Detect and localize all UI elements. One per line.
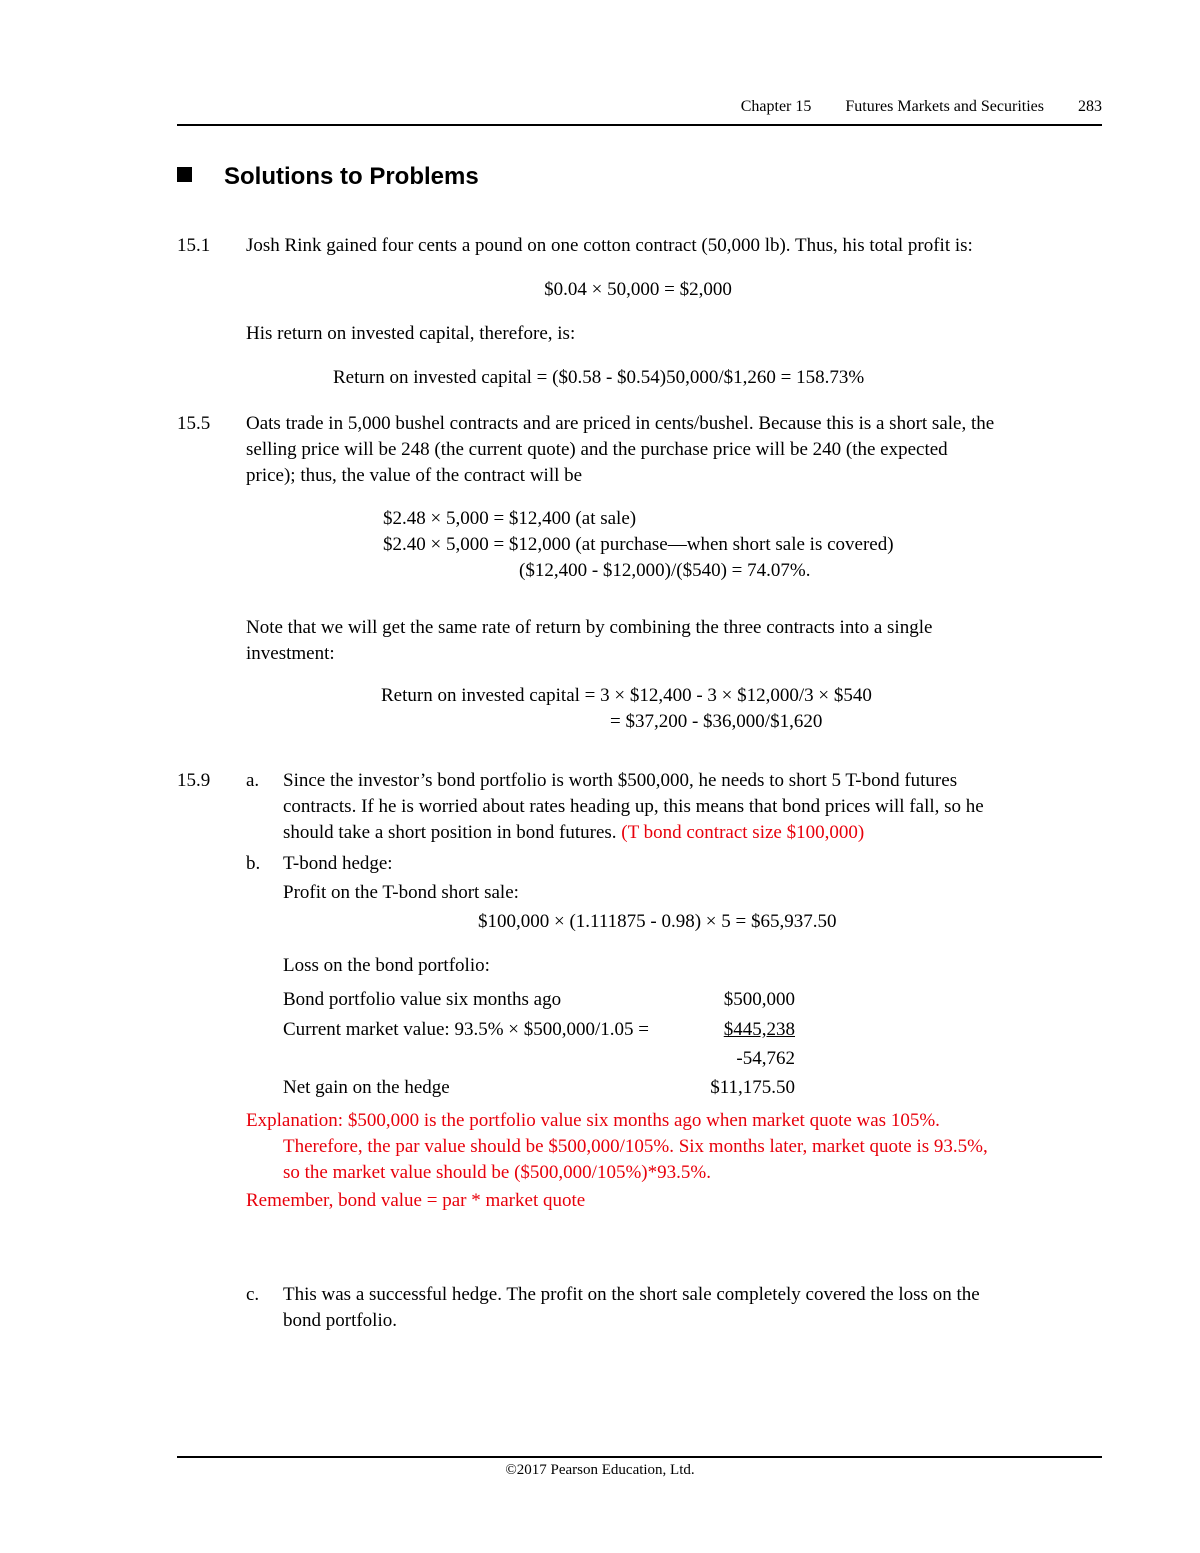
problem-15-5-line-1: Oats trade in 5,000 bushel contracts and are priced in cents/bushel. Because this is a short sale, the (246, 413, 995, 434)
part-a-line-2: contracts. If he is worried about rates heading up, this means that bond prices will fall, so he (283, 796, 984, 817)
row-4-value: $11,175.50 (710, 1077, 795, 1098)
part-b-label: b. (246, 853, 261, 874)
header-rule (177, 124, 1102, 126)
problem-15-5-equation-5: = $37,200 - $36,000/$1,620 (610, 711, 823, 732)
problem-number-15-5: 15.5 (177, 413, 211, 434)
problem-number-15-9: 15.9 (177, 770, 211, 791)
problem-15-1-equation-1: $0.04 × 50,000 = $2,000 (544, 279, 732, 300)
copyright-footer: ©2017 Pearson Education, Ltd. (505, 1462, 695, 1478)
problem-15-1-equation-2: Return on invested capital = ($0.58 - $0.54)50,000/$1,260 = 158.73% (333, 367, 865, 388)
footer-rule (177, 1456, 1102, 1458)
row-1-value: $500,000 (723, 989, 795, 1010)
row-3-value: -54,762 (736, 1048, 795, 1069)
part-a-label: a. (246, 770, 260, 791)
problem-15-5-note-2: investment: (246, 643, 335, 664)
row-4-label: Net gain on the hedge (283, 1077, 450, 1098)
problem-15-5-equation-3: ($12,400 - $12,000)/($540) = 74.07%. (519, 560, 811, 581)
row-1-label: Bond portfolio value six months ago (283, 989, 562, 1010)
part-a-line-3 (283, 822, 864, 844)
problem-15-5-note-1: Note that we will get the same rate of return by combining the three contracts into a single (246, 617, 933, 638)
part-c-line-2: bond portfolio. (283, 1310, 397, 1331)
problem-15-1-text-2: His return on invested capital, therefore, is: (246, 323, 576, 344)
remember-note: Remember, bond value = par * market quote (246, 1190, 586, 1211)
problem-15-5-line-2: selling price will be 248 (the current quote) and the purchase price will be 240 (the expected (246, 439, 948, 460)
problem-15-5-equation-4: Return on invested capital = 3 × $12,400 - 3 × $12,000/3 × $540 (381, 685, 872, 706)
part-b-line-3: Loss on the bond portfolio: (283, 955, 490, 976)
explanation-line-3: so the market value should be ($500,000/105%)*93.5%. (283, 1162, 711, 1183)
row-2-value: $445,238 (723, 1019, 795, 1040)
part-b-line-2: Profit on the T-bond short sale: (283, 882, 519, 903)
part-c-line-1: This was a successful hedge. The profit on the short sale completely covered the loss on the (283, 1284, 980, 1305)
contract-size-annotation: (T bond contract size $100,000) (621, 822, 865, 843)
problem-15-1-text: Josh Rink gained four cents a pound on one cotton contract (50,000 lb). Thus, his total profit is: (246, 235, 973, 256)
explanation-line-1: Explanation: $500,000 is the portfolio value six months ago when market quote was 105%. (246, 1110, 940, 1131)
part-b-equation: $100,000 × (1.111875 - 0.98) × 5 = $65,937.50 (478, 911, 837, 932)
part-b-line-1: T-bond hedge: (283, 853, 393, 874)
page-header (0, 98, 1102, 116)
problem-15-5-equation-1: $2.48 × 5,000 = $12,400 (at sale) (383, 508, 637, 529)
part-a-line-1: Since the investor’s bond portfolio is worth $500,000, he needs to short 5 T-bond futures (283, 770, 958, 791)
heading-text: Solutions to Problems (224, 163, 479, 190)
part-c-label: c. (246, 1284, 260, 1305)
problem-number-15-1: 15.1 (177, 235, 211, 256)
explanation-line-2: Therefore, the par value should be $500,000/105%. Six months later, market quote is 93.5%, (283, 1136, 988, 1157)
chapter-label: Chapter 15 (740, 98, 812, 115)
part-a-line-3-text: should take a short position in bond futures. (283, 822, 617, 843)
problem-15-5-equation-2: $2.40 × 5,000 = $12,000 (at purchase—when short sale is covered) (383, 534, 894, 555)
chapter-title: Futures Markets and Securities (845, 98, 1044, 115)
square-bullet-icon (177, 167, 192, 182)
section-heading (177, 163, 479, 191)
row-2-label: Current market value: 93.5% × $500,000/1.05 = (283, 1019, 650, 1040)
page-number: 283 (1078, 98, 1102, 115)
problem-15-5-line-3: price); thus, the value of the contract will be (246, 465, 583, 486)
